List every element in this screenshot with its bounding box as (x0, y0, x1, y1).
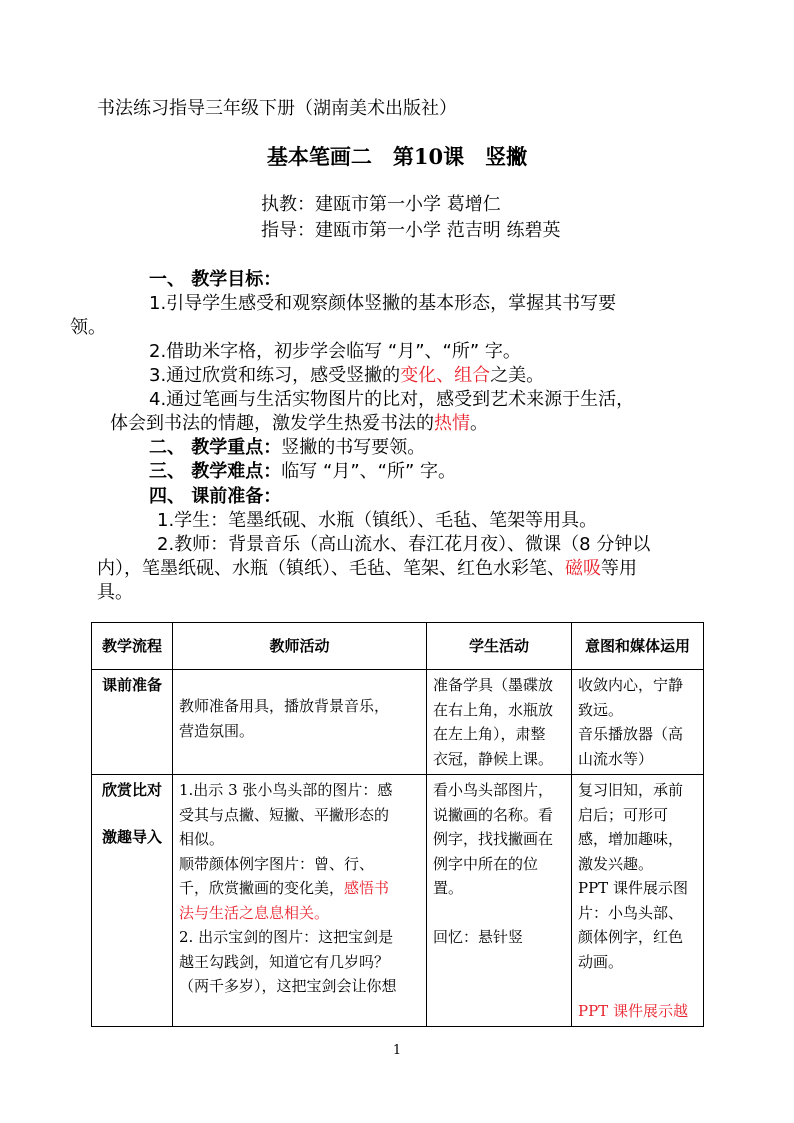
page-number: 1 (392, 1043, 402, 1058)
table-header-row (92, 623, 704, 670)
cell-line: 音乐播放器（高 (578, 725, 684, 743)
stage-cell (92, 775, 173, 1027)
cell-line: （两千多岁），这把宝剑会让你想 (179, 977, 397, 995)
stage-line-2: 激趣导入 (101, 827, 162, 846)
objective-3-pre: 3.通过欣赏和练习，感受竖撇的 (149, 365, 401, 386)
header-student-activity: 学生活动 (427, 623, 572, 670)
objective-4-post: 。 (470, 413, 488, 434)
cell-text: 千，欣赏撇画的变化美， (179, 879, 345, 897)
cell-line: 例字，找找撇画在 (433, 830, 554, 848)
cell-line: 动画。 (578, 952, 624, 971)
cell-line: 回忆：悬针竖 (433, 928, 524, 946)
preparation-teacher-line-1: 2.教师：背景音乐（高山流水、春江花月夜）、微课（8 分钟以 (157, 534, 651, 555)
cell-line: 顺带颜体例字图片：曾、行、 (179, 854, 375, 873)
teacher-line: 执教：建瓯市第一小学 葛增仁 (261, 194, 501, 215)
cell-line: 在右上角，水瓶放 (433, 700, 554, 719)
lesson-title: 基本笔画二 第10课 竖撇 (266, 144, 528, 169)
cell-line: 收敛内心，宁静 (578, 676, 684, 694)
student-activity-cell (427, 670, 572, 775)
difficulty-heading: 三、 教学难点： (149, 461, 282, 482)
key-point-text: 竖撇的书写要领。 (281, 437, 426, 458)
cell-line: 相似。 (179, 830, 225, 848)
document-subtitle: 书法练习指导三年级下册（湖南美术出版社） (97, 98, 457, 119)
objective-1-line-2: 领。 (70, 317, 106, 338)
cell-line: 启后；可形可 (578, 805, 669, 824)
cell-highlight: 感悟书 (344, 879, 390, 897)
cell-line: 受其与点撇、短撇、平撇形态的 (179, 805, 390, 824)
preparation-teacher-line-2 (97, 554, 637, 580)
student-activity-cell (427, 775, 572, 1027)
cell-highlight-line: 法与生活之息息相关。 (179, 903, 330, 922)
cell-line (433, 901, 565, 926)
cell-line: PPT 课件展示图 (578, 879, 688, 897)
cell-line: 1.出示 3 张小鸟头部的图片：感 (179, 781, 393, 799)
objective-4-line-2 (110, 409, 488, 435)
intent-media-cell (572, 775, 704, 1027)
cell-line: 例字中所在的位 (433, 854, 539, 873)
objective-4-line-1: 4.通过笔画与生活实物图片的比对，感受到艺术来源于生活， (149, 389, 635, 410)
cell-line: 看小鸟头部图片， (433, 781, 554, 799)
objective-2: 2.借助米字格，初步学会临写 “月”、“所” 字。 (149, 341, 521, 362)
table-row (92, 775, 704, 1027)
preparation-teacher-line-3: 具。 (97, 582, 133, 603)
cell-line: 衣冠，静候上课。 (433, 749, 554, 768)
cell-line: 越王勾践剑，知道它有几岁吗？ (179, 952, 390, 971)
cell-line: 感，增加趣味， (578, 830, 684, 848)
teacher-activity-cell (173, 775, 427, 1027)
cell-line: 颜体例字，红色 (578, 928, 684, 946)
cell-line: 复习旧知，承前 (578, 781, 684, 799)
cell-line (578, 974, 697, 999)
preparation-heading: 四、 课前准备： (149, 486, 282, 507)
header-teacher-activity: 教师活动 (173, 623, 427, 670)
header-flow: 教学流程 (92, 623, 173, 670)
cell-line: 营造氛围。 (179, 721, 255, 740)
key-point-heading: 二、 教学重点： (149, 437, 282, 458)
cell-line: 在左上角），肃整 (433, 725, 546, 743)
objective-1-line-1: 1.引导学生感受和观察颜体竖撇的基本形态，掌握其书写要 (149, 293, 617, 314)
cell-line: 准备学具（墨碟放 (433, 676, 554, 694)
objective-3-post: 之美。 (490, 365, 545, 386)
teaching-flow-table (91, 622, 704, 1027)
preparation-student: 1.学生：笔墨纸砚、水瓶（镇纸）、毛毡、笔架等用具。 (157, 510, 598, 531)
table-row (92, 670, 704, 775)
guide-line: 指导：建瓯市第一小学 范吉明 练碧英 (261, 220, 561, 241)
cell-line: 教师准备用具，播放背景音乐， (179, 697, 390, 715)
cell-highlight-line: PPT 课件展示越 (578, 1001, 688, 1020)
objective-3-highlight: 变化、组合 (400, 365, 491, 386)
stage-cell: 课前准备 (92, 670, 173, 775)
cell-line: 置。 (433, 879, 464, 897)
objective-3 (149, 361, 544, 387)
difficulty-text: 临写 “月”、“所” 字。 (281, 461, 457, 482)
header-intent-media: 意图和媒体运用 (572, 623, 704, 670)
cell-line: 激发兴趣。 (578, 854, 654, 873)
objective-4-highlight: 热情 (434, 413, 470, 434)
cell-line: 致远。 (578, 700, 624, 719)
intent-media-cell (572, 670, 704, 775)
difficulty (149, 457, 456, 483)
preparation-teacher-post: 等用 (601, 558, 637, 579)
key-point (149, 433, 425, 459)
cell-line: 山流水等） (578, 749, 654, 768)
cell-line (179, 876, 420, 901)
objectives-heading: 一、 教学目标： (149, 269, 282, 290)
cell-line: 片：小鸟头部、 (578, 903, 684, 922)
cell-line: 2. 出示宝剑的图片：这把宝剑是 (179, 928, 394, 946)
stage-line-1: 欣赏比对 (101, 781, 162, 799)
preparation-teacher-highlight: 磁吸 (565, 558, 601, 579)
objective-4-pre: 体会到书法的情趣，激发学生热爱书法的 (110, 413, 434, 434)
teacher-activity-cell (173, 670, 427, 775)
cell-line: 说撇画的名称。看 (433, 805, 554, 824)
preparation-teacher-pre: 内），笔墨纸砚、水瓶（镇纸）、毛毡、笔架、红色水彩笔、 (97, 558, 565, 579)
